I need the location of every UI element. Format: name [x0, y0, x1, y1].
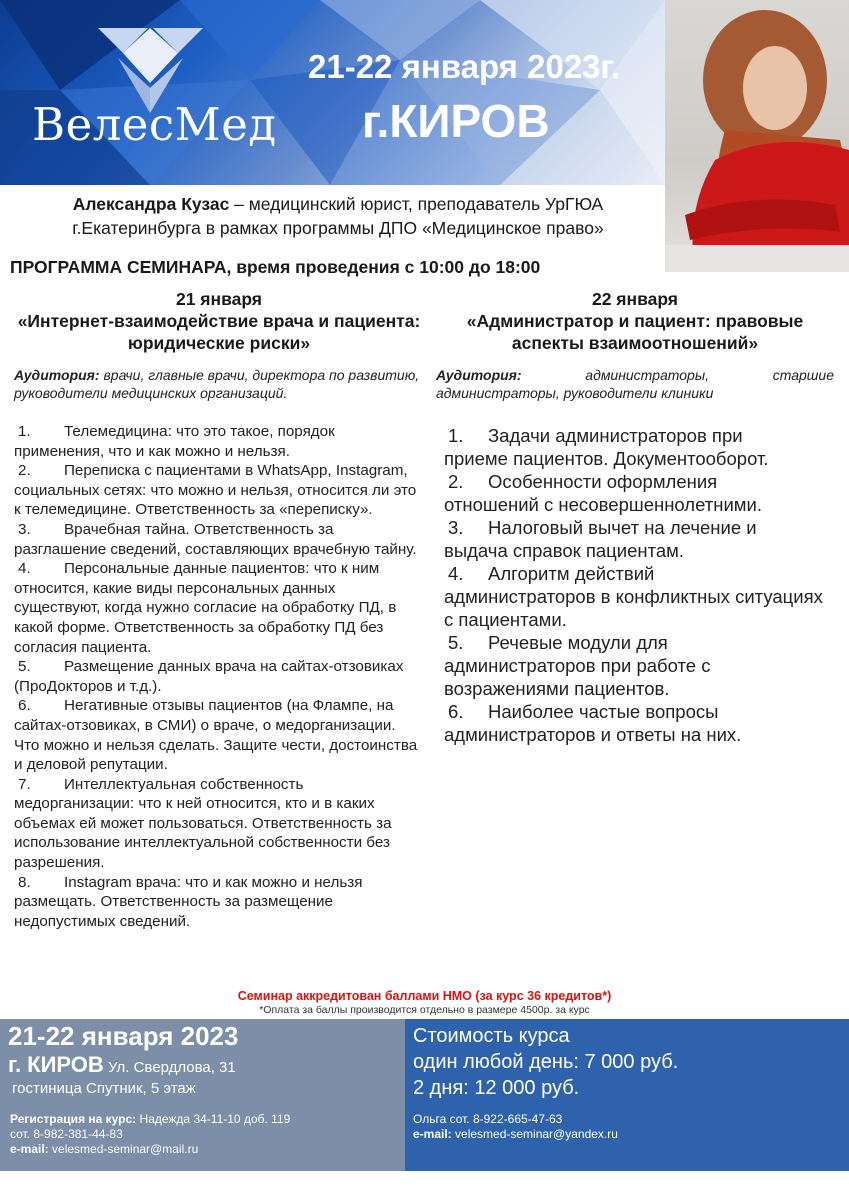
event-dates: 21-22 января 2023г. [308, 48, 621, 85]
item-number: 7. [18, 775, 31, 793]
registration-label: Регистрация на курс: [10, 1112, 137, 1126]
accreditation-note: *Оплата за баллы производится отдельно в размере 4500р. за курс [259, 1004, 590, 1016]
item-number: 1. [448, 425, 464, 446]
program-title: ПРОГРАММА СЕМИНАРА, время проведения с 10:00 до 18:00 [10, 257, 541, 277]
item-text: Instagram врача: что и как можно и нельзя размещать. Ответственность за размещение недопустимых сведений. [14, 873, 363, 930]
day2-audience-text: администраторы, старшие администраторы, руководители клиники [436, 367, 834, 401]
item-text: Речевые модули для [488, 632, 668, 653]
day2-title: «Администратор и пациент: правовые аспекты взаимоотношений» [466, 311, 804, 353]
item-number: 6. [18, 697, 31, 715]
item-text: Врачебная тайна. Ответственность за разглашение сведений, составляющих врачебную тайну. [14, 520, 417, 558]
footer-city [8, 1052, 236, 1078]
item-text-continued: администраторов и ответы на них. [444, 724, 742, 745]
contact-phone: Ольга сот. 8-922-665-47-63 [413, 1112, 563, 1126]
speaker-description: – медицинский юрист, преподаватель УрГЮА г.Екатеринбурга в рамках программы ДПО «Медицинское право» [72, 194, 604, 238]
price-one-day: один любой день: 7 000 руб. [413, 1051, 679, 1073]
footer-street: Ул. Свердлова, 31 [103, 1059, 236, 1076]
list-item [14, 520, 424, 559]
day2-audience-label: Аудитория: [436, 367, 522, 383]
day1-topic-list [14, 422, 424, 931]
item-text-continued: администраторов при работе с возражениями пациентов. [444, 655, 711, 699]
day1-column [14, 288, 424, 931]
list-item [436, 516, 834, 562]
day2-topic-list [436, 424, 834, 746]
list-item [436, 700, 834, 746]
list-item [14, 461, 424, 520]
email-label: e-mail: [413, 1127, 452, 1141]
list-item [436, 470, 834, 516]
item-text: Телемедицина: что это такое, порядок применения, что и как можно и нельзя. [14, 423, 335, 460]
registration-contact: Надежда 34-11-10 доб. 119 [136, 1112, 291, 1126]
item-text: Задачи администраторов при [488, 425, 743, 446]
footer-contacts [413, 1112, 618, 1142]
day2-date: 22 января [591, 289, 679, 309]
logo-text: ВелесМед [32, 98, 277, 151]
footer-price-panel [405, 1019, 849, 1171]
item-number: 5. [448, 632, 464, 653]
item-text: Налоговый вычет на лечение и [488, 517, 757, 538]
speaker-info [18, 192, 658, 240]
speaker-photo [665, 0, 849, 272]
item-number: 4. [448, 563, 464, 584]
list-item [14, 873, 424, 932]
accreditation-notice: Семинар аккредитован баллами НМО (за курс 36 кредитов*) [237, 989, 612, 1003]
item-text: Размещение данных врача на сайтах-отзовиках (ПроДокторов и т.д.). [14, 658, 404, 695]
item-number: 4. [18, 560, 31, 578]
day2-audience [436, 366, 834, 402]
list-item [14, 775, 424, 873]
footer-city-name: г. КИРОВ [8, 1052, 104, 1077]
list-item [436, 562, 834, 631]
day1-audience-text: врачи, главные врачи, директора по развитию, руководители медицинских организаций. [14, 367, 420, 401]
speaker-name: Александра Кузас [72, 194, 230, 214]
item-text-continued: отношений с несовершеннолетними. [444, 494, 762, 515]
footer-dates: 21-22 января 2023 [8, 1021, 239, 1051]
email-label: e-mail: [10, 1142, 49, 1156]
registration-phone: сот. 8-982-381-44-83 [10, 1127, 123, 1141]
footer-hotel: гостиница Спутник, 5 этаж [12, 1080, 196, 1097]
item-text: Негативные отзывы пациентов (на Флампе, на сайтах-отзовиках, в СМИ) о враче, о медорганизации. Что можно и нельзя сделать. Защите чести, достоинства и деловой репутации. [14, 697, 418, 774]
footer-venue-panel [0, 1019, 405, 1171]
day1-audience [14, 366, 424, 402]
event-city: г.КИРОВ [362, 95, 550, 147]
list-item [14, 696, 424, 774]
price-title: Стоимость курса [413, 1025, 570, 1047]
day1-title: «Интернет-взаимодействие врача и пациента: юридические риски» [17, 311, 421, 353]
registration-email[interactable]: velesmed-seminar@mail.ru [48, 1142, 199, 1156]
day2-column [436, 288, 834, 746]
item-text-continued: приеме пациентов. Документооборот. [444, 448, 769, 469]
price-two-days: 2 дня: 12 000 руб. [413, 1077, 580, 1099]
item-number: 5. [18, 658, 31, 676]
item-number: 2. [18, 462, 31, 480]
item-number: 1. [18, 423, 31, 440]
item-number: 2. [448, 471, 464, 492]
item-text: Алгоритм действий [488, 563, 655, 584]
list-item [436, 631, 834, 700]
item-number: 8. [18, 873, 31, 891]
footer-registration [10, 1112, 290, 1157]
item-text-continued: выдача справок пациентам. [444, 540, 685, 561]
item-text-continued: администраторов в конфликтных ситуациях с пациентами. [444, 586, 823, 630]
item-text: Особенности оформления [488, 471, 718, 492]
item-text: Наиболее частые вопросы [488, 701, 719, 722]
day1-audience-label: Аудитория: [14, 367, 100, 383]
day1-date: 21 января [175, 289, 263, 309]
price-info [413, 1023, 678, 1101]
item-number: 3. [448, 517, 464, 538]
item-number: 6. [448, 701, 464, 722]
item-number: 3. [18, 520, 31, 538]
contact-email[interactable]: velesmed-seminar@yandex.ru [451, 1127, 618, 1141]
item-text: Персональные данные пациентов: что к ним относится, какие виды персональных данных существуют, когда нужно согласие на обработку ПД, в какой форме. Ответственность за обработку ПД без согласия пациента. [14, 560, 397, 656]
list-item [14, 657, 424, 696]
list-item [436, 424, 834, 470]
list-item [14, 559, 424, 657]
list-item [14, 422, 424, 461]
item-text: Интеллектуальная собственность медорганизации: что к ней относится, кто и в каких объемах ей может пользоваться. Ответственность за использование интеллектуальной собственности без разрешения. [14, 775, 392, 872]
item-text: Переписка с пациентами в WhatsApp, Instagram, социальных сетях: что можно и нельзя, относится ли это к телемедицине. Ответственность за «переписку». [14, 462, 417, 519]
header-banner [0, 0, 665, 185]
